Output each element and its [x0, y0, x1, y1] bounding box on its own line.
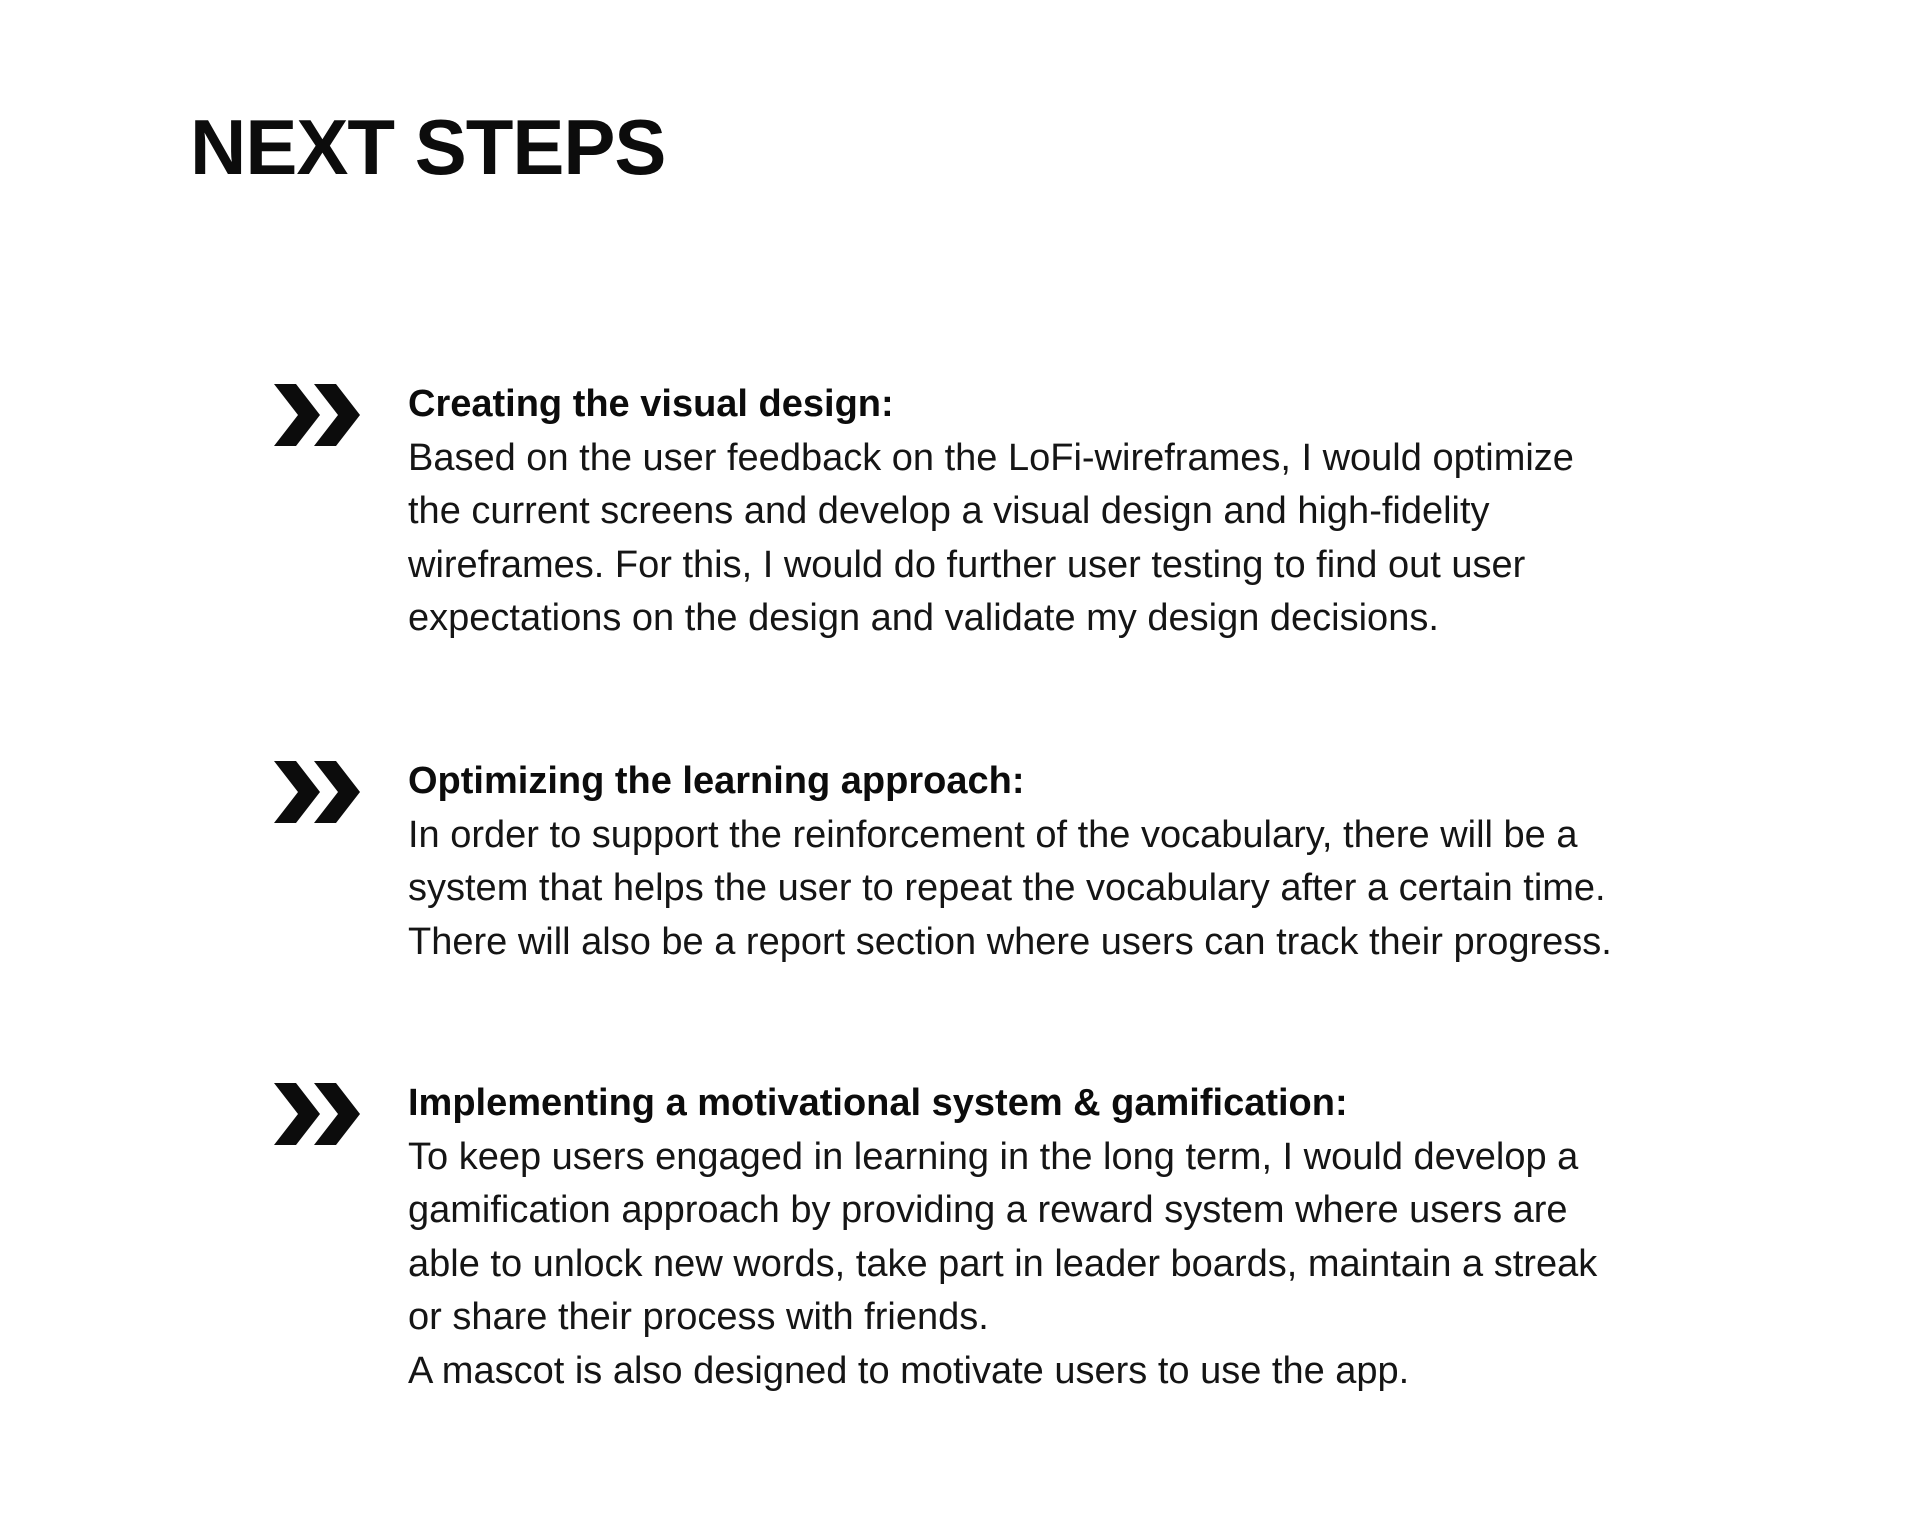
step-description [408, 1131, 1698, 1399]
page-title: NEXT STEPS [190, 103, 666, 191]
description-line: A mascot is also designed to motivate users to use the app. [408, 1349, 1410, 1392]
step-heading: Creating the visual design: [408, 383, 894, 425]
step-heading: Implementing a motivational system & gamification: [408, 1082, 1348, 1124]
description-line: or share their process with friends. [408, 1296, 989, 1338]
double-chevron-right-icon [274, 761, 362, 823]
description-line: Based on the user feedback on the LoFi-wireframes, I would optimize [408, 436, 1574, 479]
description-line: wireframes. For this, I would do further user testing to find out user [408, 543, 1526, 586]
description-line: expectations on the design and validate my design decisions. [408, 597, 1439, 639]
description-line: system that helps the user to repeat the vocabulary after a certain time. [408, 867, 1606, 909]
step-description [408, 432, 1698, 646]
description-line: To keep users engaged in learning in the long term, I would develop a [408, 1135, 1579, 1178]
description-line: There will also be a report section where users can track their progress. [408, 920, 1612, 963]
description-line: In order to support the reinforcement of the vocabulary, there will be a [408, 813, 1578, 856]
step-heading: Optimizing the learning approach: [408, 760, 1025, 802]
description-line: the current screens and develop a visual design and high-fidelity [408, 490, 1490, 532]
description-line: able to unlock new words, take part in leader boards, maintain a streak [408, 1242, 1598, 1285]
double-chevron-right-icon [274, 1083, 362, 1145]
step-description [408, 809, 1698, 970]
double-chevron-right-icon [274, 384, 362, 446]
description-line: gamification approach by providing a reward system where users are [408, 1189, 1568, 1231]
